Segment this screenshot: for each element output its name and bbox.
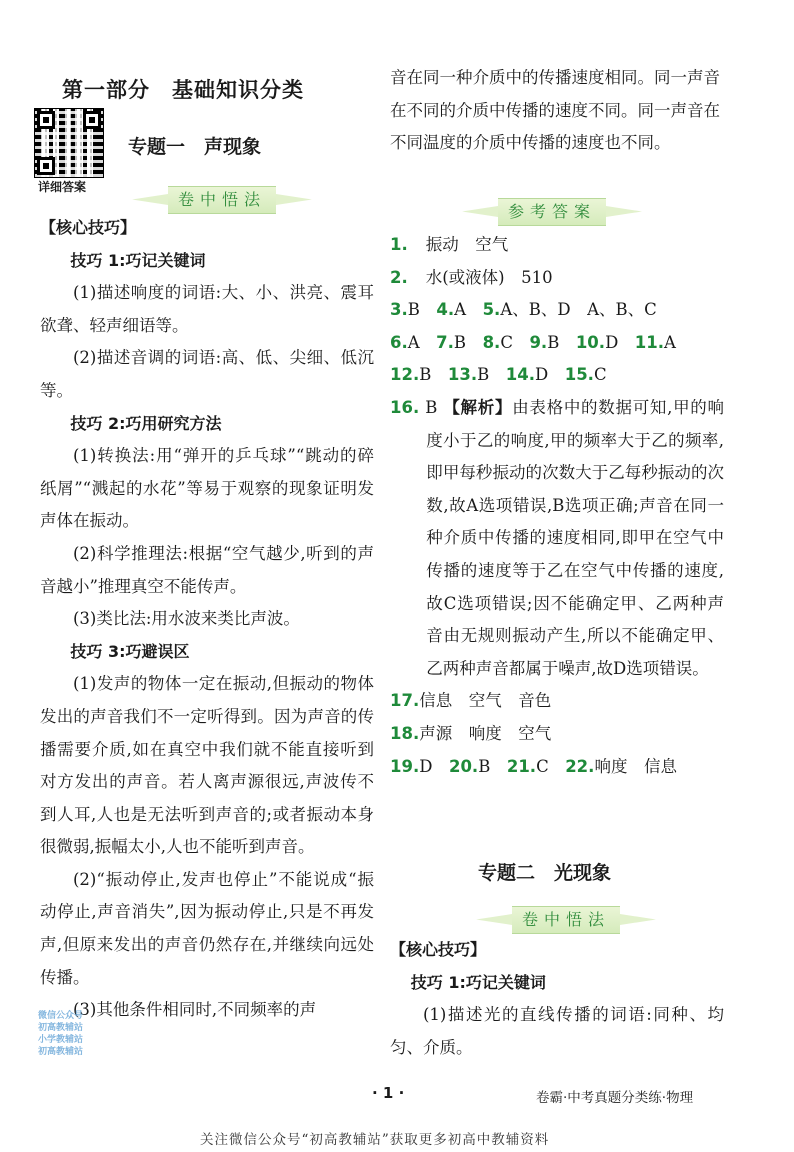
watermark-stamp: 微信公众号 初高教辅站 小学教辅站 初高教辅站 — [38, 1011, 84, 1057]
tip1-item: (2)描述音调的词语:高、低、尖细、低沉等。 — [40, 348, 374, 400]
page-number: · 1 · — [372, 1084, 405, 1102]
tip2-title: 技巧 2:巧用研究方法 — [70, 413, 222, 433]
tip3-title: 技巧 3:巧避误区 — [70, 641, 190, 661]
answer-row: 19.D 20.B 21.C 22.响度 信息 — [390, 756, 677, 776]
tip3-continued: 音在同一种介质中的传播速度相同。同一声音在不同的介质中传播的速度不同。同一声音在不同温度的介质中传播的速度也不同。 — [390, 68, 720, 153]
answer-row: 1. 振动 空气 — [390, 235, 509, 254]
tip1-title: 技巧 1:巧记关键词 — [70, 250, 206, 270]
answer-row: 3.B 4.A 5.A、B、D A、B、C — [390, 300, 657, 320]
answers-ribbon: 参考答案 — [498, 198, 606, 226]
answer-row: 6.A 7.B 8.C 9.B 10.D 11.A — [390, 332, 676, 352]
topic1-title: 专题一 声现象 — [128, 136, 262, 158]
right-column-text — [390, 62, 720, 160]
left-column-text — [40, 212, 374, 1027]
answer-list — [390, 229, 724, 783]
qr-code-icon[interactable] — [34, 108, 104, 178]
book-title: 卷霸·中考真题分类练·物理 — [536, 1090, 694, 1106]
core-skills-label: 【核心技巧】 — [390, 940, 487, 959]
tip3-item: (1)发声的物体一定在振动,但振动的物体发出的声音我们不一定听得到。因为声音的传播需要介质,如在真空中我们就不能直接听到对方发出的声音。若人离声源很远,声波传不到人耳,人也是无法听到声音的;或者振动本身很微弱,振幅太小,人也不能听到声音。 — [40, 674, 374, 857]
tip2-item: (3)类比法:用水波来类比声波。 — [73, 609, 300, 629]
answer-row: 18.声源 响度 空气 — [390, 723, 552, 743]
tip1-item: (1)描述响度的词语:大、小、洪亮、震耳欲聋、轻声细语等。 — [40, 283, 374, 335]
answer-row: 2. 水(或液体) 510 — [390, 267, 553, 287]
tip2-item: (1)转换法:用“弹开的乒乓球”“跳动的碎纸屑”“溅起的水花”等易于观察的现象证明发声体在振动。 — [40, 446, 374, 531]
topic2-tip1-item: (1)描述光的直线传播的词语:同种、均匀、介质。 — [390, 1005, 724, 1057]
qr-caption: 详细答案 — [38, 180, 87, 194]
topic2-text — [390, 934, 724, 1064]
footer-note: 关注微信公众号“初高教辅站”获取更多初高中教辅资料 — [200, 1132, 550, 1148]
tip2-item: (2)科学推理法:根据“空气越少,听到的声音越小”推理真空不能传声。 — [40, 543, 374, 596]
topic1-ribbon: 卷中悟法 — [168, 186, 276, 214]
answer-row: 17.信息 空气 音色 — [390, 691, 552, 711]
tip3-item: (3)其他条件相同时,不同频率的声 — [73, 1000, 317, 1020]
part-title: 第一部分 基础知识分类 — [62, 78, 304, 102]
tip3-item: (2)“振动停止,发声也停止”不能说成“振动停止,声音消失”,因为振动停止,只是不再发声,但原来发出的声音仍然存在,并继续向远处传播。 — [40, 869, 374, 987]
topic2-tip1-title: 技巧 1:巧记关键词 — [410, 972, 546, 992]
answer-row: 12.B 13.B 14.D 15.C — [390, 365, 607, 385]
topic2-title: 专题二 光现象 — [478, 862, 612, 884]
answer-16: 16. B 【解析】由表格中的数据可知,甲的响度小于乙的响度,甲的频率大于乙的频率,即甲每秒振动的次数大于乙每秒振动的次数,故A选项错误,B选项正确;声音在同一种介质中传播的速度相同,即甲在空气中传播的速度等于乙在空气中传播的速度,故C选项错误;因不能确定甲、乙两种声音由无规则振动产生,所以不能确定甲、乙两种声音都属于噪声,故D选项错误。 — [390, 397, 725, 678]
topic2-ribbon: 卷中悟法 — [512, 906, 620, 934]
core-skills-label: 【核心技巧】 — [40, 218, 137, 237]
